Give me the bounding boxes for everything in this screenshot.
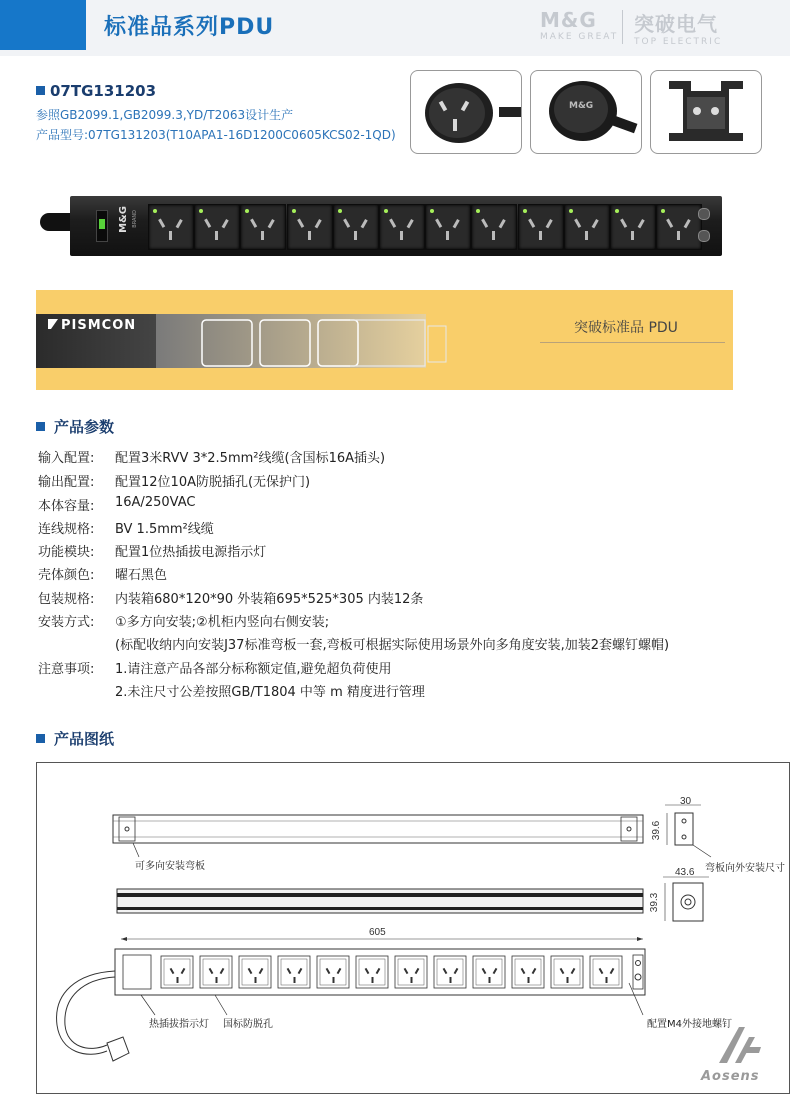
drawing-socket-12 [590,956,622,988]
drawing-socket-6 [356,956,388,988]
section-marker [36,422,45,431]
banner-outline-drawing [200,316,460,376]
params-section-title: 产品参数 [54,418,115,436]
banner-text: 突破标准品 PDU [574,320,678,336]
param-label: 输出配置: [38,475,95,490]
model-code: 07TG131203 [50,82,157,100]
aosens-logo-icon [715,1023,765,1067]
technical-drawing [36,762,790,1094]
socket-3 [240,204,286,250]
plug-back-logo: M&G [569,101,594,111]
dim-605: 605 [369,927,386,938]
drawing-socket-7 [395,956,427,988]
socket-8 [471,204,517,250]
drawing-socket-5 [317,956,349,988]
drawing-socket-9 [473,956,505,988]
socket-10 [564,204,610,250]
socket-6 [379,204,425,250]
param-label: 安装方式: [38,615,95,630]
brand-logo [540,8,750,48]
param-label: 功能模块: [38,545,95,560]
socket-4 [287,204,333,250]
callout-ground: 配置M4外接地螺钉 [647,1019,732,1030]
power-indicator-icon [96,210,108,242]
param-label: 壳体颜色: [38,568,95,583]
socket-11 [610,204,656,250]
drawing-socket-11 [551,956,583,988]
socket-12 [656,204,702,250]
page-title: 标准品系列PDU [104,15,275,40]
plug-back-thumbnail [530,70,642,154]
param-label: 包装规格: [38,592,95,607]
logo-main-text: M&G [540,8,597,32]
drawing-socket-3 [239,956,271,988]
pdu-brand-sub: BRAND [132,210,138,228]
drawing-section-title: 产品图纸 [54,730,115,748]
callout-bracket: 可多向安装弯板 [135,861,205,872]
param-value: ①多方向安装;②机柜内竖向右侧安装; [115,615,330,630]
section-marker [36,86,45,95]
param-value: 1.请注意产品各部分标称额定值,避免超负荷使用 [115,662,392,677]
watermark-text: Aosens [701,1069,760,1084]
socket-7 [425,204,471,250]
callout-bracket-outer: 弯板向外安装尺寸 [705,863,785,874]
socket-5 [333,204,379,250]
plug-thumbnail [410,70,522,154]
param-value: 16A/250VAC [115,495,196,510]
logo-right-main: 突破电气 [634,12,718,36]
section-marker [36,734,45,743]
socket-9 [518,204,564,250]
pdu-product-photo [70,196,722,256]
param-value: 配置12位10A防脱插孔(无保护门) [115,475,311,490]
dim-39-6: 39.6 [651,820,663,841]
drawing-socket-8 [434,956,466,988]
logo-sub-text: MAKE GREAT [540,32,619,42]
param-value: 曜石黑色 [115,568,168,583]
param-label: 注意事项: [38,662,95,677]
pismcon-logo-icon [48,319,58,329]
banner-underline [540,342,725,343]
logo-right-sub: TOP ELECTRIC [634,37,723,47]
ground-screw-icon [698,208,710,220]
standard-line: 参照GB2099.1,GB2099.3,YD/T2063设计生产 [36,108,294,122]
bracket-thumbnail [650,70,762,154]
param-value: 配置3米RVV 3*2.5mm²线缆(含国标16A插头) [115,451,386,466]
logo-divider [622,10,623,44]
param-label: 连线规格: [38,522,95,537]
param-value: 配置1位热插拔电源指示灯 [115,545,267,560]
mount-screw-icon [698,230,710,242]
socket-2 [194,204,240,250]
drawing-socket-2 [200,956,232,988]
param-value: 2.未注尺寸公差按照GB/T1804 中等 m 精度进行管理 [115,685,425,700]
banner-brand: PISMCON [48,318,136,333]
dim-39-3: 39.3 [649,892,661,913]
model-type-line: 产品型号:07TG131203(T10APA1-16D1200C0605KCS02-1QD) [36,128,396,142]
param-value: BV 1.5mm²线缆 [115,522,214,537]
callout-socket: 国标防脱孔 [223,1019,273,1030]
drawing-socket-1 [161,956,193,988]
header-accent-block [0,0,86,50]
callout-indicator: 热插拔指示灯 [149,1019,209,1030]
socket-1 [148,204,194,250]
drawing-socket-4 [278,956,310,988]
param-value: 内装箱680*120*90 外装箱695*525*305 内装12条 [115,592,424,607]
dim-43-6: 43.6 [675,867,695,878]
pdu-brand-label: M&G [118,206,129,233]
param-label: 输入配置: [38,451,95,466]
param-label: 本体容量: [38,499,95,514]
pdu-power-cable [40,213,74,231]
drawing-socket-10 [512,956,544,988]
dim-30: 30 [680,796,692,807]
param-value: (标配收纳内向安装J37标准弯板一套,弯板可根据实际使用场景外向多角度安装,加装2套螺钉螺帽) [115,638,670,653]
